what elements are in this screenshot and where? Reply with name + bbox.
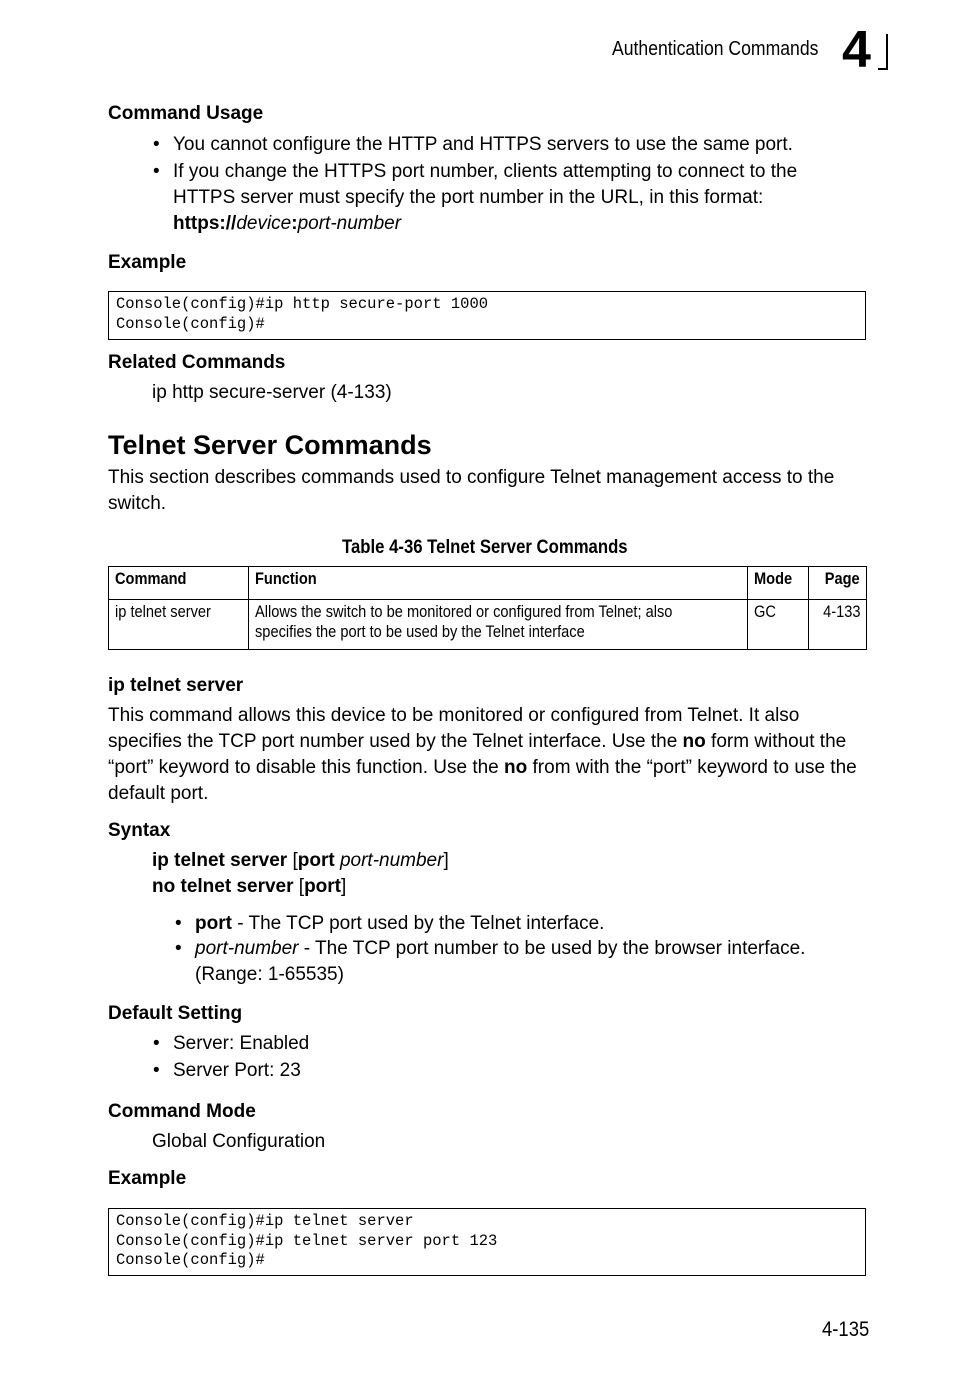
table-row [109, 600, 867, 650]
command-mode-heading: Command Mode [108, 1101, 256, 1122]
related-commands-heading: Related Commands [108, 352, 286, 373]
example-code-block: Console(config)#ip http secure-port 1000 Console(config)# [108, 291, 866, 340]
chapter-marker-bar [886, 34, 888, 70]
syntax-line-2: no telnet server [port] [152, 876, 347, 897]
format-port-number: port-number [297, 213, 402, 234]
table-header-cell: Function [249, 567, 747, 600]
table-cell-mode: GC [747, 600, 808, 650]
page-number: 4-135 [822, 1318, 870, 1341]
param-bullet-port: • port - The TCP port used by the Telnet interface. [195, 911, 867, 937]
running-header-title: Authentication Commands [612, 38, 819, 60]
default-bullet-1: • Server: Enabled [173, 1031, 309, 1057]
table-header-cell: Command [109, 567, 249, 600]
command-description: This command allows this device to be monitored or configured from Telnet. It also specifies the TCP port number used by the Telnet interface. Use the no form without the “port” keyword to disable this function. Use the no from with the “port” keyword to use the default port. [108, 705, 857, 804]
table-cell-command: ip telnet server [109, 600, 249, 650]
format-device: device [236, 213, 292, 234]
example-heading: Example [108, 252, 187, 273]
syntax-heading: Syntax [108, 820, 171, 841]
usage-bullet-1: • You cannot configure the HTTP and HTTPS servers to use the same port. [173, 132, 863, 158]
example-heading-2: Example [108, 1168, 187, 1189]
bullet-dot: • [175, 913, 182, 934]
example-code-block-2: Console(config)#ip telnet server Console(config)#ip telnet server port 123 Console(config)# [108, 1208, 866, 1276]
bullet-dot: • [153, 1033, 160, 1054]
bullet-dot: • [175, 938, 182, 959]
bullet-dot: • [153, 1060, 160, 1081]
default-bullet-2: • Server Port: 23 [173, 1058, 301, 1084]
table-cell-page: 4-133 [809, 600, 867, 650]
default-setting-heading: Default Setting [108, 1003, 243, 1024]
param-bullet-port-number: • port-number - The TCP port number to be used by the browser interface. (Range: 1-65535) [175, 938, 806, 985]
table-header-row [109, 567, 867, 600]
table-header-cell: Mode [747, 567, 808, 600]
chapter-number: 4 [842, 21, 871, 79]
format-colon: : [291, 213, 298, 234]
table-header-cell: Page [809, 567, 867, 600]
command-usage-heading: Command Usage [108, 103, 264, 124]
table-caption: Table 4-36 Telnet Server Commands [342, 537, 628, 558]
chapter-marker-tick [878, 68, 888, 70]
section-title: Telnet Server Commands [108, 430, 432, 460]
command-heading: ip telnet server [108, 675, 244, 696]
syntax-line-1: ip telnet server [port port-number] [152, 850, 449, 871]
telnet-commands-table [108, 566, 867, 650]
command-mode-value: Global Configuration [152, 1131, 326, 1152]
usage-bullet-2: • If you change the HTTPS port number, clients attempting to connect to the HTTPS server must specify the port number in the URL, in this format: https://device:port-number [153, 161, 798, 234]
bullet-dot: • [153, 161, 160, 182]
bullet-dot: • [153, 134, 160, 155]
related-command-link: ip http secure-server (4-133) [152, 382, 392, 403]
section-intro: This section describes commands used to configure Telnet management access to the switch. [108, 467, 835, 514]
table-cell-function: Allows the switch to be monitored or configured from Telnet; also specifies the port to be used by the Telnet interface [249, 600, 747, 650]
format-scheme: https:// [173, 213, 237, 234]
